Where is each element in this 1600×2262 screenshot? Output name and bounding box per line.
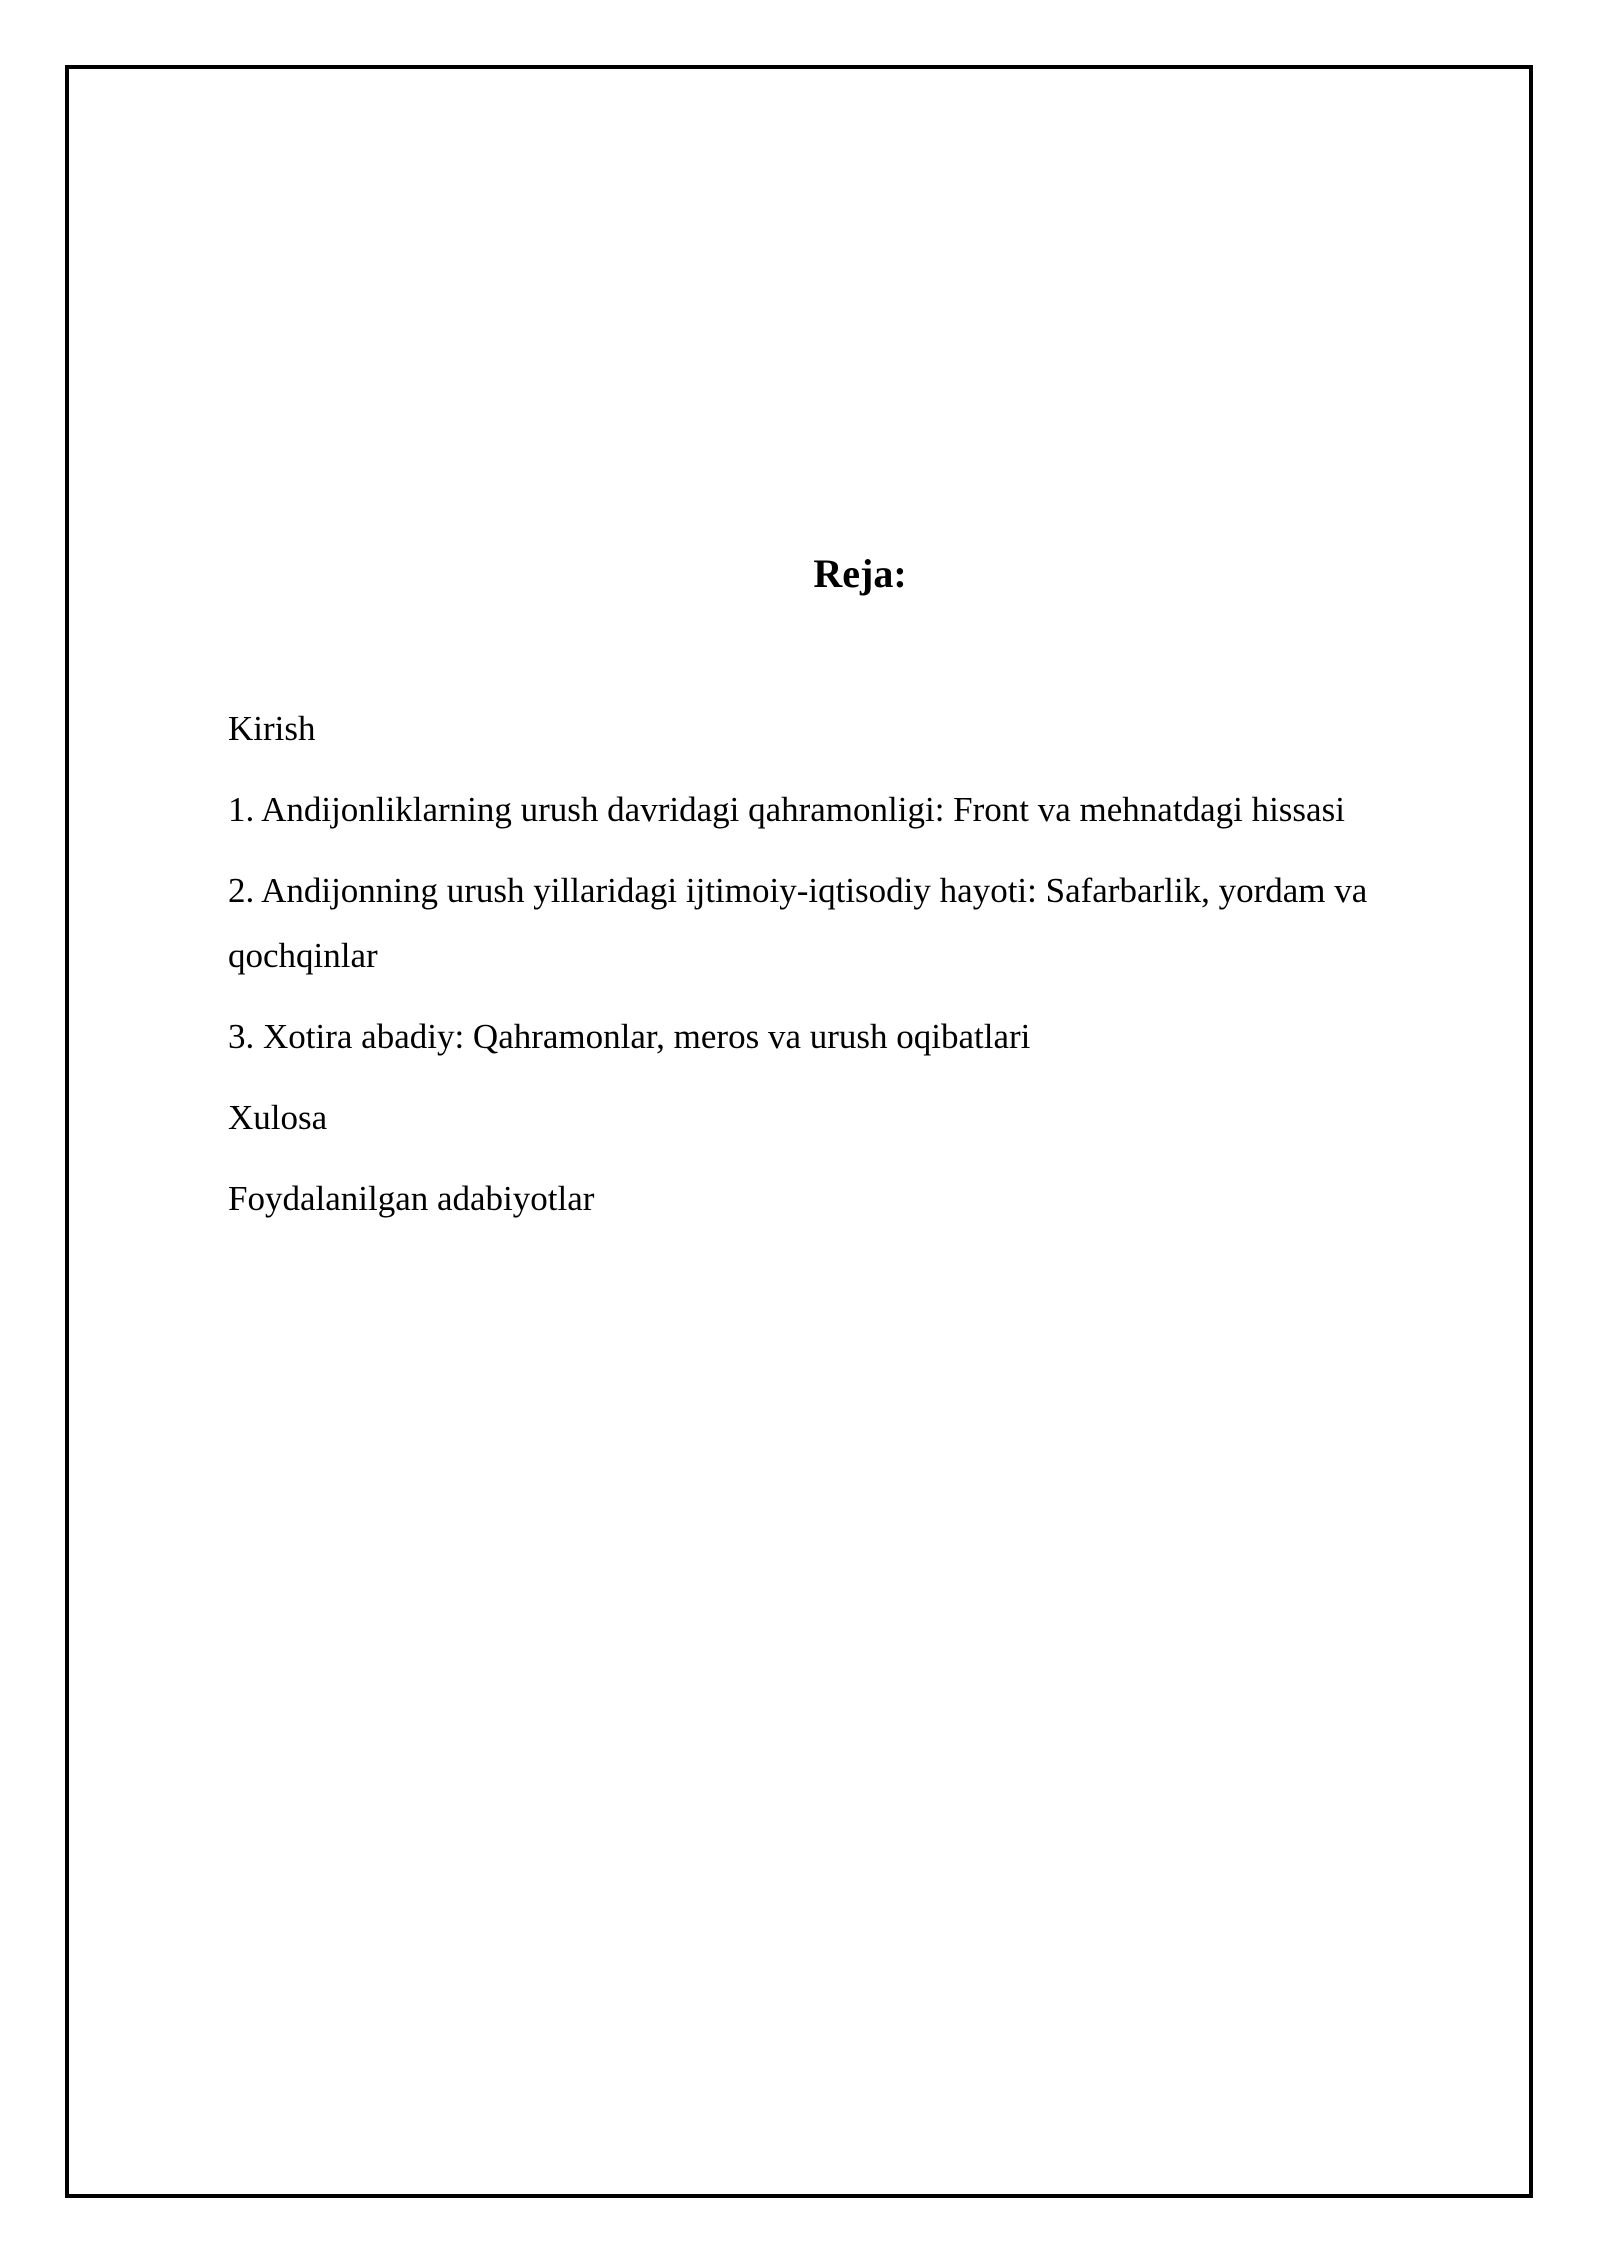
page-title: Reja: <box>813 551 907 596</box>
plan-item-introduction: Kirish <box>228 709 316 748</box>
plan-item-chapter-2: 2. Andijonning urush yillaridagi ijtimoiy-iqtisodiy hayoti: Safarbarlik, yordam va qochqinlar <box>228 871 1368 975</box>
plan-item-conclusion: Xulosa <box>228 1098 328 1137</box>
plan-item-chapter-3: 3. Xotira abadiy: Qahramonlar, meros va urush oqibatlari <box>228 1017 1031 1056</box>
plan-item-references: Foydalanilgan adabiyotlar <box>228 1179 595 1218</box>
plan-list <box>228 696 1468 1247</box>
plan-item-chapter-1: 1. Andijonliklarning urush davridagi qahramonligi: Front va mehnatdagi hissasi <box>228 790 1345 829</box>
